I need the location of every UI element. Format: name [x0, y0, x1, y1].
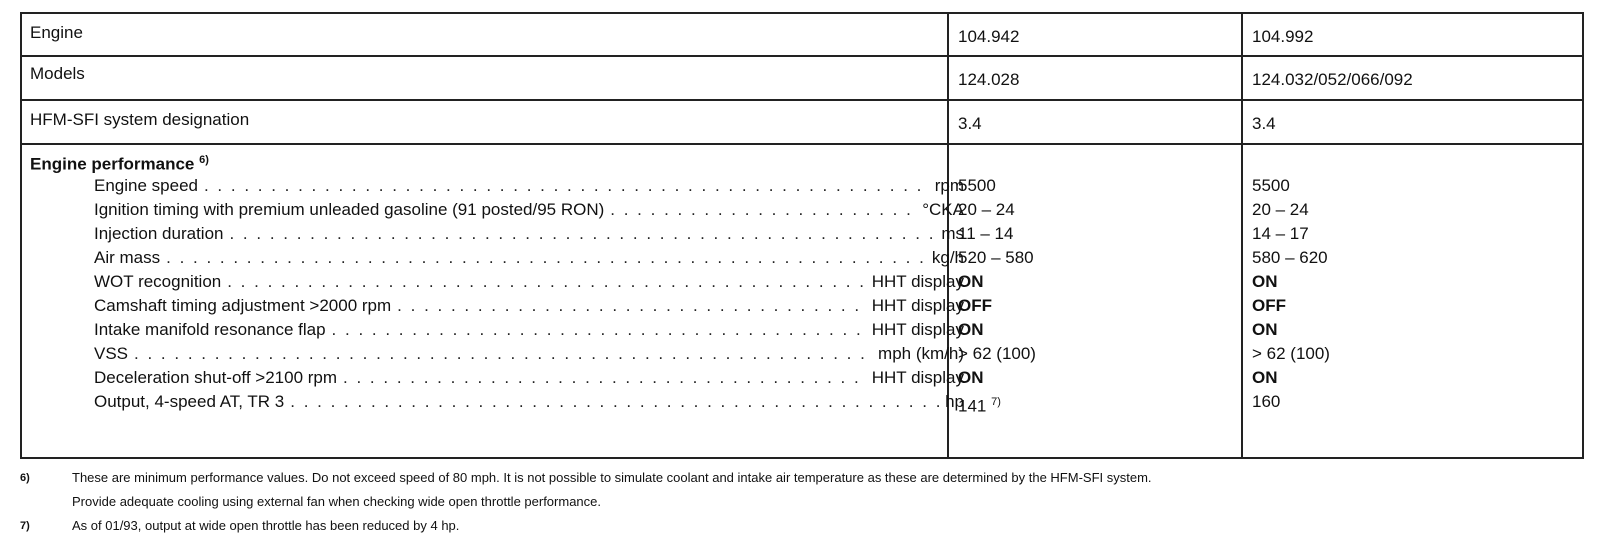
- perf-value-1: 520 – 580: [958, 248, 1034, 267]
- table-row-system: [22, 101, 1582, 145]
- spec-table: [20, 12, 1584, 459]
- perf-label: Deceleration shut-off >2100 rpm: [94, 368, 338, 387]
- row-value-1: 3.4: [958, 114, 982, 133]
- perf-value-2: OFF: [1252, 296, 1286, 315]
- perf-value-text: 141: [958, 396, 987, 416]
- row-value-1: 124.028: [958, 70, 1020, 89]
- perf-value-2: 580 – 620: [1252, 248, 1328, 267]
- footnote-number: 6): [20, 472, 30, 484]
- perf-value-2: 20 – 24: [1252, 200, 1309, 219]
- performance-heading: [30, 154, 209, 175]
- row-label: HFM-SFI system designation: [30, 110, 250, 129]
- perf-unit: rpm: [934, 176, 964, 195]
- perf-label: Output, 4-speed AT, TR 3: [94, 392, 285, 411]
- perf-label: Engine speed: [94, 176, 198, 195]
- table-row-engine: [22, 14, 1582, 57]
- perf-value-2: > 62 (100): [1252, 344, 1330, 363]
- perf-value-1: 5500: [958, 176, 996, 195]
- row-value-2: 124.032/052/066/092: [1252, 70, 1413, 89]
- perf-label: Ignition timing with premium unleaded gasoline (91 posted/95 RON): [94, 200, 605, 219]
- performance-heading-text: Engine performance: [30, 154, 195, 174]
- footnote-ref: 6): [199, 154, 209, 166]
- footnote-line: As of 01/93, output at wide open throttle has been reduced by 4 hp.: [72, 518, 460, 533]
- perf-value-2: ON: [1252, 320, 1278, 339]
- perf-value-2: 5500: [1252, 176, 1290, 195]
- row-label: Engine: [30, 23, 83, 42]
- perf-value-1: ON: [958, 272, 984, 291]
- perf-unit: HHT display: [871, 368, 964, 387]
- perf-unit: mph (km/h): [878, 344, 964, 363]
- perf-unit: °CKA: [922, 200, 964, 219]
- perf-value-1: ON: [958, 368, 984, 387]
- perf-value-2: ON: [1252, 272, 1278, 291]
- perf-label: Air mass: [94, 248, 161, 267]
- row-label: Models: [30, 64, 85, 83]
- footnote-line: These are minimum performance values. Do not exceed speed of 80 mph. It is not possible to simulate coolant and intake air temperature as these are determined by the HFM-SFI system.: [72, 470, 1152, 485]
- footnote-line: Provide adequate cooling using external fan when checking wide open throttle performance.: [72, 494, 602, 509]
- perf-unit: HHT display: [871, 272, 964, 291]
- perf-unit: HHT display: [871, 320, 964, 339]
- perf-label: VSS: [94, 344, 129, 363]
- perf-value-2: 14 – 17: [1252, 224, 1309, 243]
- row-value-2: 104.992: [1252, 27, 1314, 46]
- perf-value-1: > 62 (100): [958, 344, 1036, 363]
- perf-value-1: OFF: [958, 296, 992, 315]
- perf-value-1: [958, 390, 1001, 419]
- perf-unit: HHT display: [871, 296, 964, 315]
- perf-value-1: ON: [958, 320, 984, 339]
- perf-value-2: 160: [1252, 392, 1281, 411]
- perf-value-1: 20 – 24: [958, 200, 1015, 219]
- perf-label: Intake manifold resonance flap: [94, 320, 326, 339]
- perf-unit: ms: [941, 224, 964, 243]
- row-value-1: 104.942: [958, 27, 1020, 46]
- footnote-number: 7): [20, 520, 30, 532]
- row-value-2: 3.4: [1252, 114, 1276, 133]
- perf-value-2: ON: [1252, 368, 1278, 387]
- perf-label: WOT recognition: [94, 272, 222, 291]
- perf-value-1: 11 – 14: [958, 224, 1014, 243]
- footnote-ref: 7): [991, 396, 1001, 408]
- table-row-models: [22, 57, 1582, 101]
- perf-label: Injection duration: [94, 224, 224, 243]
- perf-label: Camshaft timing adjustment >2000 rpm: [94, 296, 392, 315]
- perf-unit: kg/h: [931, 248, 964, 267]
- perf-unit: hp: [945, 392, 964, 411]
